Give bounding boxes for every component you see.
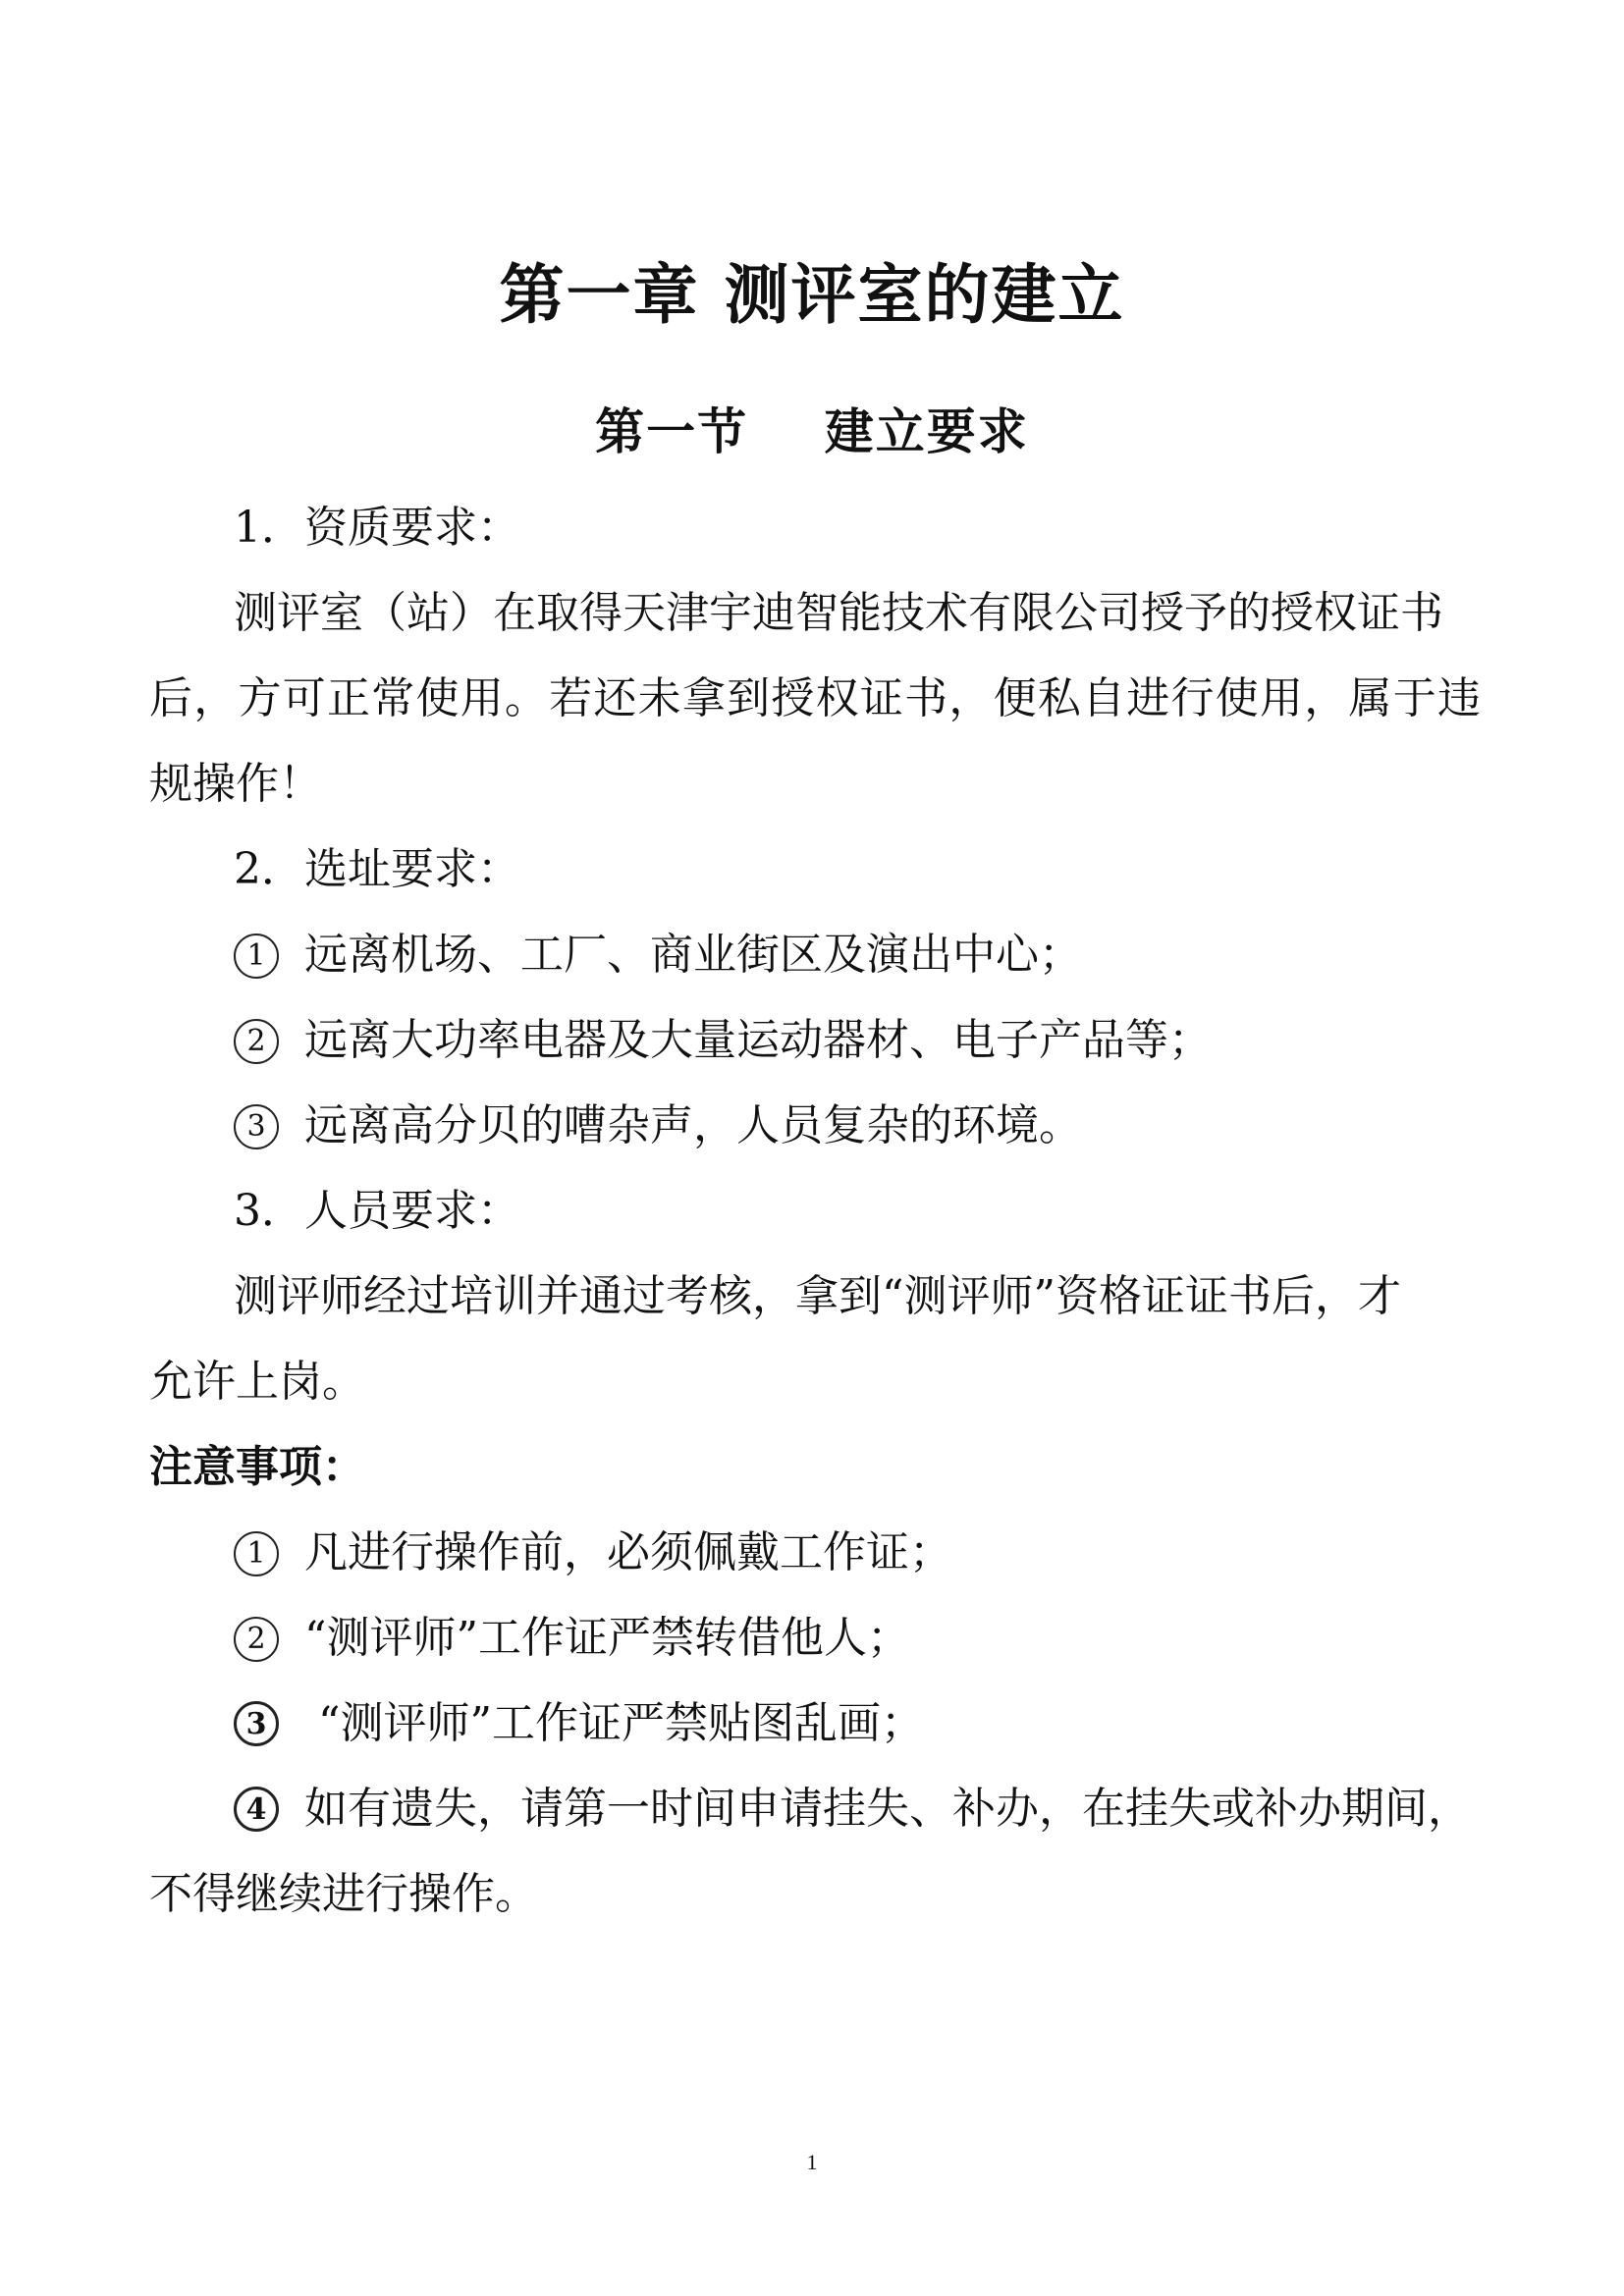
notes-heading: 注意事项： [149, 1442, 365, 1492]
note-item-text: “测评师”工作证严禁贴图乱画； [304, 1698, 924, 1748]
circled-number-marker: 2 [234, 1617, 279, 1662]
site-item [234, 1011, 1212, 1070]
circled-number-marker: 1 [234, 934, 279, 979]
note-item-text: 如有遗失，请第一时间申请挂失、补办，在挂失或补办期间， [304, 1784, 1471, 1834]
qualification-text-line-3: 规操作！ [149, 759, 322, 809]
circled-number-marker: 4 [234, 1787, 279, 1832]
site-item-text: 远离机场、工厂、商业街区及演出中心； [304, 930, 1082, 980]
circled-number-marker: 3 [234, 1701, 279, 1746]
personnel-text-line-2: 允许上岗。 [149, 1357, 365, 1407]
qualification-heading: 1．资质要求： [234, 503, 520, 553]
note-item [234, 1694, 924, 1753]
note-item [234, 1609, 910, 1668]
note-item [234, 1523, 952, 1582]
site-item [234, 1096, 1082, 1155]
personnel-text-line-1: 测评师经过培训并通过考核，拿到“测评师”资格证证书后，才 [234, 1271, 1401, 1321]
page-number: 1 [806, 2150, 818, 2174]
circled-number-marker: 1 [234, 1531, 279, 1576]
chapter-title: 第一章 测评室的建立 [499, 256, 1125, 333]
qualification-text-line-1: 测评室（站）在取得天津宇迪智能技术有限公司授予的授权证书 [234, 588, 1443, 638]
circled-number-marker: 2 [234, 1019, 279, 1064]
circled-number-marker: 3 [234, 1104, 279, 1149]
site-item-text: 远离高分贝的嘈杂声，人员复杂的环境。 [304, 1100, 1082, 1150]
note-item [234, 1780, 1471, 1839]
site-item-text: 远离大功率电器及大量运动器材、电子产品等； [304, 1015, 1212, 1065]
site-heading: 2．选址要求： [234, 844, 520, 894]
note-item-text: 凡进行操作前，必须佩戴工作证； [304, 1527, 952, 1577]
note-item-continuation: 不得继续进行操作。 [149, 1869, 538, 1919]
section-title: 第一节 建立要求 [595, 402, 1029, 460]
qualification-text-line-2: 后，方可正常使用。若还未拿到授权证书，便私自进行使用，属于违 [149, 673, 1481, 723]
site-item [234, 926, 1082, 985]
note-item-text: “测评师”工作证严禁转借他人； [304, 1613, 910, 1663]
personnel-heading: 3．人员要求： [234, 1186, 520, 1236]
